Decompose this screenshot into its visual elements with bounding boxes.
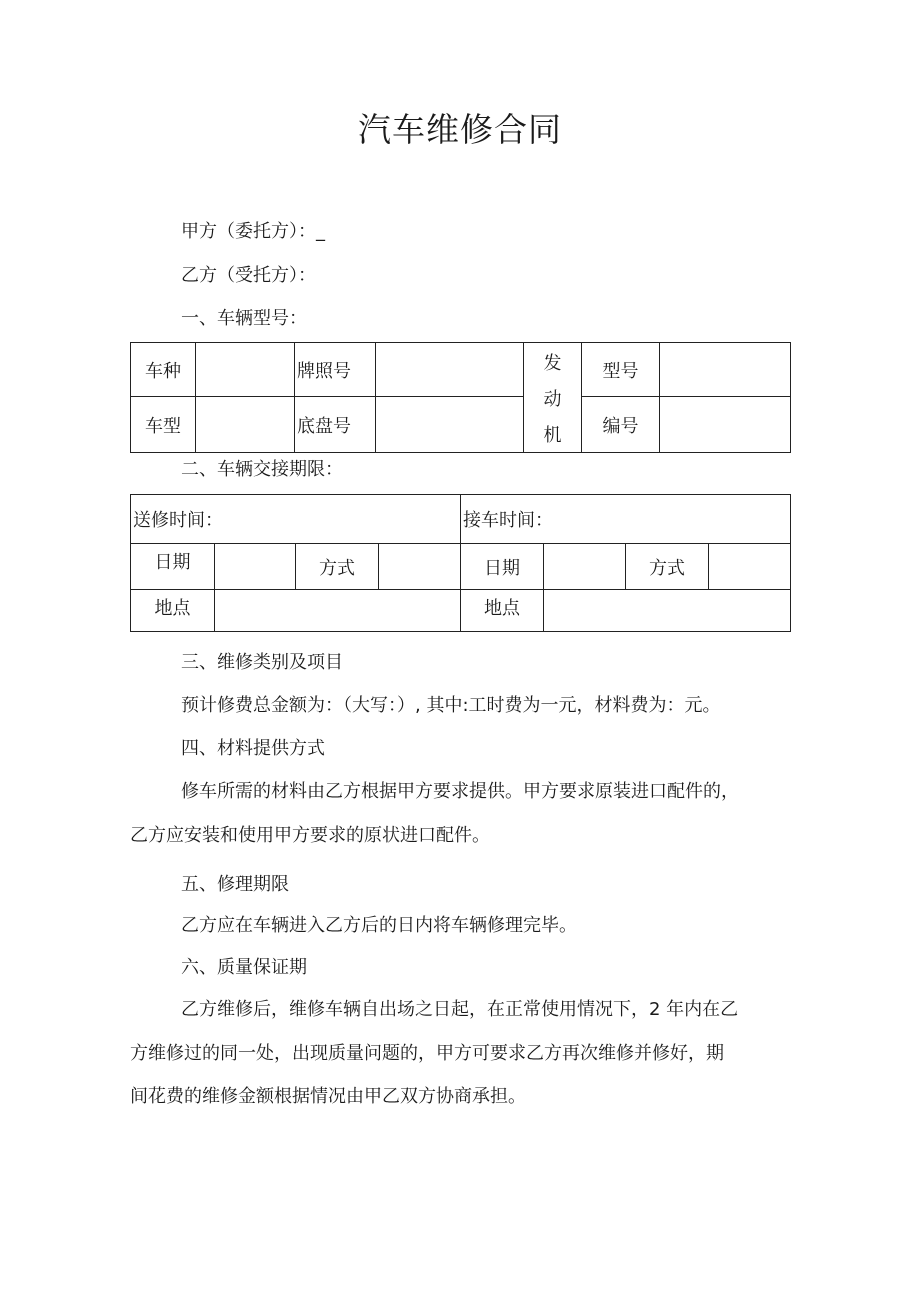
cell-serial-value bbox=[660, 397, 791, 453]
cell-pick-method-value bbox=[709, 544, 791, 590]
cell-send-time-label: 送修时间： bbox=[131, 495, 461, 544]
cell-send-date-value bbox=[215, 544, 296, 590]
cell-engine-label bbox=[524, 343, 582, 453]
section5-heading: 五、修理期限 bbox=[181, 874, 289, 895]
section3-text: 预计修费总金额为：（大写：）, 其中:工时费为一元，材料费为：元。 bbox=[181, 695, 721, 716]
cell-pick-date-value bbox=[544, 544, 626, 590]
cell-plate-label: 牌照号 bbox=[295, 343, 376, 397]
section1-heading: 一、车辆型号： bbox=[181, 308, 307, 329]
contract-title: 汽车维修合同 bbox=[358, 110, 562, 149]
cell-car-kind-label: 车种 bbox=[131, 343, 196, 397]
cell-pick-time-label: 接车时间： bbox=[461, 495, 791, 544]
vehicle-model-table bbox=[130, 342, 791, 453]
cell-send-place-label: 地点 bbox=[131, 590, 215, 632]
cell-send-place-value bbox=[215, 590, 461, 632]
cell-pick-date-label: 日期 bbox=[461, 544, 544, 590]
cell-plate-value bbox=[376, 343, 524, 397]
cell-send-method-label: 方式 bbox=[296, 544, 379, 590]
cell-model-label: 型号 bbox=[582, 343, 660, 397]
section6-line1: 乙方维修后，维修车辆自出场之日起，在正常使用情况下，2 年内在乙 bbox=[181, 999, 739, 1020]
section6-line2: 方维修过的同一处，出现质量问题的，甲方可要求乙方再次维修并修好，期 bbox=[130, 1043, 724, 1064]
handover-table bbox=[130, 494, 791, 632]
cell-car-kind-value bbox=[196, 343, 295, 397]
party-a-line: 甲方（委托方）：_ bbox=[181, 221, 325, 242]
section6-heading: 六、质量保证期 bbox=[181, 957, 307, 978]
cell-pick-place-label: 地点 bbox=[461, 590, 544, 632]
engine-char-2: 动 bbox=[543, 388, 562, 410]
cell-model-value bbox=[660, 343, 791, 397]
section4-line2: 乙方应安装和使用甲方要求的原状进口配件。 bbox=[130, 825, 490, 846]
cell-car-type-value bbox=[196, 397, 295, 453]
cell-chassis-label: 底盘号 bbox=[295, 397, 376, 453]
section4-line1: 修车所需的材料由乙方根据甲方要求提供。甲方要求原装进口配件的， bbox=[181, 781, 739, 802]
cell-serial-label: 编号 bbox=[582, 397, 660, 453]
cell-pick-method-label: 方式 bbox=[626, 544, 709, 590]
engine-char-3: 机 bbox=[543, 424, 562, 446]
cell-car-type-label: 车型 bbox=[131, 397, 196, 453]
section3-heading: 三、维修类别及项目 bbox=[181, 652, 343, 673]
cell-send-method-value bbox=[379, 544, 461, 590]
section5-text: 乙方应在车辆进入乙方后的日内将车辆修理完毕。 bbox=[181, 915, 577, 936]
cell-chassis-value bbox=[376, 397, 524, 453]
cell-pick-place-value bbox=[544, 590, 791, 632]
section6-line3: 间花费的维修金额根据情况由甲乙双方协商承担。 bbox=[130, 1086, 526, 1107]
engine-char-1: 发 bbox=[543, 352, 562, 374]
party-b-line: 乙方（受托方）： bbox=[181, 265, 316, 286]
cell-send-date-label: 日期 bbox=[131, 544, 215, 590]
section4-heading: 四、材料提供方式 bbox=[181, 738, 325, 759]
section2-heading: 二、车辆交接期限： bbox=[181, 459, 343, 480]
